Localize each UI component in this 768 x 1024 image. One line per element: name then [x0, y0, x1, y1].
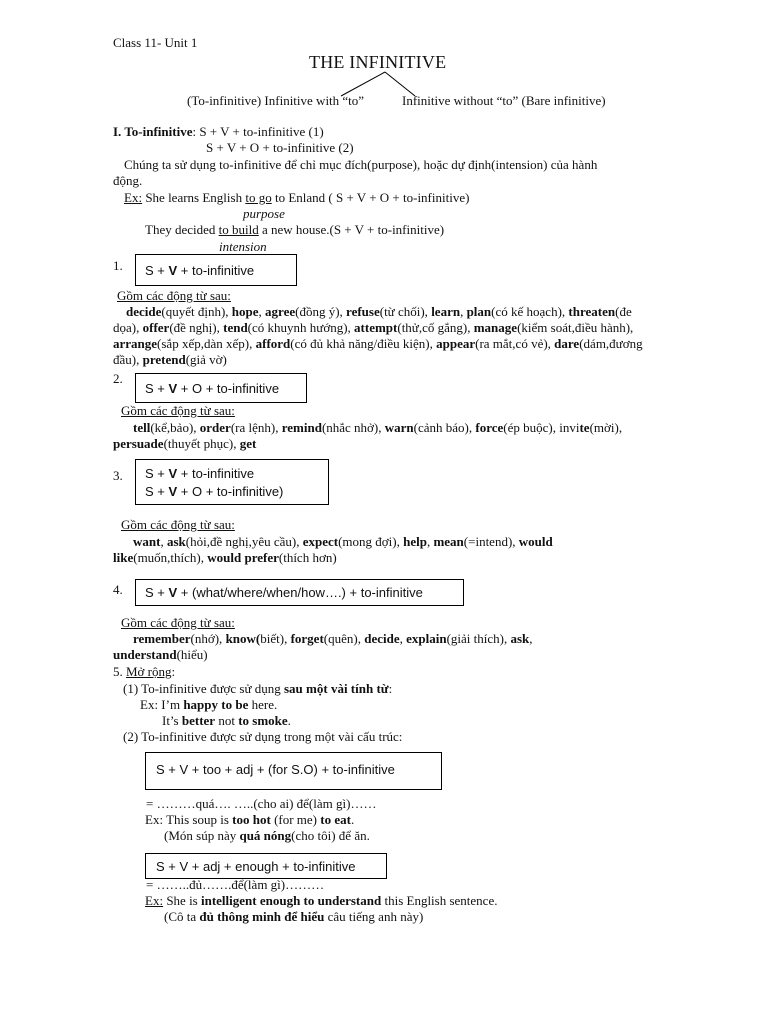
verb-meaning: (có đủ khả năng/điều kiện), [290, 336, 437, 351]
group1-number: 1. [113, 258, 123, 273]
formula-text: + O + to-infinitive [177, 381, 280, 396]
verb-word: learn [431, 304, 461, 319]
point-text: : [388, 681, 393, 696]
too-formula-box [145, 752, 442, 790]
section1-example-2 [145, 222, 444, 238]
example-highlight: happy to be [183, 697, 249, 712]
example-highlight: too hot [232, 812, 271, 827]
formula-verb: V [168, 263, 178, 278]
section5-heading [113, 664, 175, 680]
section5-point2: (2) To-infinitive được sử dụng trong một vài cấu trúc: [123, 729, 403, 744]
group3-formula-2 [145, 483, 283, 500]
subtitle-to-infinitive: (To-infinitive) Infinitive with “to” [187, 93, 365, 108]
verb-meaning: (quên), [323, 631, 365, 646]
formula-text: + to-infinitive [177, 466, 255, 481]
enough-meaning: = ……..đủ…….để(làm gì)……… [146, 877, 325, 892]
verb-word: help [403, 534, 427, 549]
verb-meaning: (mời), [589, 420, 623, 435]
translation-text: (Cô ta [164, 909, 200, 924]
verb-meaning: (hỏi,đề nghị,yêu cầu), [185, 534, 303, 549]
verb-word: tend [223, 320, 248, 335]
group1-verb-list [113, 304, 653, 368]
group3-verbs-heading: Gồm các động từ sau: [121, 517, 235, 532]
group4-formula-box [135, 579, 464, 606]
example-highlight: better [181, 713, 216, 728]
verb-meaning: (sắp xếp,dàn xếp), [157, 336, 256, 351]
verb-word: want [133, 534, 161, 549]
verb-meaning: (giải thích), [446, 631, 511, 646]
verb-word: attempt [354, 320, 398, 335]
verb-word: offer [142, 320, 170, 335]
group1-formula [145, 262, 254, 279]
example-text: Ex: I’m [140, 697, 184, 712]
verb-meaning: (đồng ý), [295, 304, 347, 319]
verb-meaning: (hiểu) [176, 647, 208, 662]
verb-word: plan [466, 304, 492, 319]
example-highlight: to go [245, 190, 272, 205]
verb-word: get [239, 436, 257, 451]
verb-word: threaten [568, 304, 616, 319]
verb-meaning: (có khuynh hướng), [247, 320, 355, 335]
group3-number: 3. [113, 468, 123, 483]
verb-meaning: (ra lệnh), [230, 420, 282, 435]
too-example [145, 812, 354, 828]
verb-word: decide [126, 304, 162, 319]
verb-word: remember [133, 631, 191, 646]
example-text: . [287, 713, 291, 728]
example-highlight: to build [218, 222, 259, 237]
section1-heading: I. To-infinitive [113, 124, 193, 139]
verb-word: expect [302, 534, 339, 549]
example-label: Ex: [124, 190, 143, 205]
verb-word: appear [436, 336, 476, 351]
too-meaning: = ………quá…. …..(cho ai) để(làm gì)…… [146, 796, 377, 811]
enough-example [145, 893, 497, 909]
verb-meaning: (kiểm soát,điều hành), [517, 320, 634, 335]
section1-heading-line [113, 124, 324, 140]
verb-meaning: (=intend), [463, 534, 519, 549]
formula-verb: V [168, 381, 178, 396]
subtitle-bare-infinitive: Infinitive without “to” (Bare infinitive) [402, 93, 606, 108]
verb-word: understand [113, 647, 177, 662]
verb-meaning: (dám,đương đầu), [113, 336, 643, 367]
section5-point1 [123, 681, 392, 697]
formula-text: S + [145, 484, 169, 499]
verb-meaning: (nhớ), [190, 631, 226, 646]
formula-verb: V [168, 484, 178, 499]
verb-meaning: , [426, 534, 434, 549]
formula-text: S + [145, 263, 169, 278]
verb-meaning: (kể,bảo), [150, 420, 200, 435]
section5-colon: : [171, 664, 176, 679]
section5-example-2 [162, 713, 291, 729]
point-text: (1) To-infinitive được sử dụng [123, 681, 284, 696]
verb-word: manage [473, 320, 518, 335]
too-translation [164, 828, 370, 844]
verb-meaning: (thích hơn) [278, 550, 337, 565]
formula-verb: V [168, 466, 178, 481]
purpose-note: purpose [243, 206, 285, 221]
verb-word: warn [384, 420, 414, 435]
verb-word: forget [290, 631, 324, 646]
example-highlight: intelligent enough to understand [200, 893, 382, 908]
verb-word: remind [281, 420, 322, 435]
group4-verb-list [113, 631, 573, 663]
verb-word: would like [113, 534, 553, 565]
verb-meaning: , [399, 631, 407, 646]
group1-verbs-heading: Gồm các động từ sau: [117, 288, 231, 303]
translation-text: câu tiếng anh này) [324, 909, 424, 924]
point-highlight: sau một vài tính từ [284, 681, 389, 696]
verb-word: persuade [113, 436, 164, 451]
translation-text: (cho tôi) để ăn. [291, 828, 370, 843]
translation-text: (Món súp này [164, 828, 240, 843]
verb-meaning: biết), [260, 631, 291, 646]
section1-desc-1: Chúng ta sử dụng to-infinitive để chỉ mục đích(purpose), hoặc dự định(intension) của hành [124, 157, 598, 172]
verb-meaning: (thử,cố gắng), [397, 320, 474, 335]
verb-word: force [475, 420, 504, 435]
verb-word: refuse [346, 304, 380, 319]
page-title: THE INFINITIVE [309, 52, 447, 72]
verb-meaning: (thuyết phục), [163, 436, 240, 451]
title-branch-lines [0, 0, 768, 120]
group2-number: 2. [113, 371, 123, 386]
verb-word: mean [433, 534, 464, 549]
formula-text: + to-infinitive [177, 263, 255, 278]
section1-formula2: S + V + O + to-infinitive (2) [206, 140, 354, 155]
formula-text: S + [145, 381, 169, 396]
verb-meaning: (mong đợi), [338, 534, 404, 549]
formula-text: S + [145, 466, 169, 481]
verb-word: would prefer [207, 550, 279, 565]
verb-meaning: (có kế hoạch), [491, 304, 569, 319]
enough-formula: S + V + adj + enough + to-infinitive [156, 859, 356, 874]
example-text: It’s [162, 713, 182, 728]
verb-meaning: (đề nghị), [169, 320, 224, 335]
section5-example-1 [140, 697, 277, 713]
section5-number: 5. [113, 664, 126, 679]
enough-formula-box [145, 853, 387, 879]
section1-example-1 [124, 190, 469, 206]
example-text: She learns English [142, 190, 246, 205]
verb-meaning: (quyết định), [161, 304, 232, 319]
verb-meaning: (đe dọa), [113, 304, 632, 335]
group2-verb-list [113, 420, 658, 452]
verb-meaning: (nhắc nhở), [321, 420, 385, 435]
group4-formula [145, 584, 423, 601]
formula-verb: V [168, 585, 178, 600]
enough-translation [164, 909, 423, 925]
example-highlight: to eat [320, 812, 351, 827]
section1-desc-2: động. [113, 173, 143, 188]
group1-formula-box [135, 254, 297, 286]
class-label: Class 11- Unit 1 [113, 35, 198, 50]
group3-formula-1 [145, 465, 254, 482]
verb-meaning: (muốn,thích), [133, 550, 208, 565]
verb-meaning: , [460, 304, 467, 319]
example-text: Ex: This soup is [145, 812, 233, 827]
example-text: not [215, 713, 239, 728]
formula-text: S + [145, 585, 169, 600]
verb-meaning: , [258, 304, 266, 319]
verb-meaning: , [529, 631, 533, 646]
section1-formula1: : S + V + to-infinitive (1) [192, 124, 324, 139]
verb-word: te [579, 420, 590, 435]
verb-word: afford [255, 336, 291, 351]
verb-word: pretend [142, 352, 186, 367]
example-text: to Enland ( S + V + O + to-infinitive) [271, 190, 470, 205]
verb-word: tell [133, 420, 151, 435]
formula-text: + O + to-infinitive) [177, 484, 284, 499]
verb-word: ask [510, 631, 530, 646]
example-text: . [350, 812, 355, 827]
section5-title: Mở rộng [126, 664, 172, 679]
verb-word: agree [265, 304, 296, 319]
verb-word: dare [554, 336, 580, 351]
verb-meaning: (ra mắt,có vẻ), [475, 336, 555, 351]
verb-word: ask [166, 534, 186, 549]
example-text: They decided [145, 222, 219, 237]
formula-text: + (what/where/when/how….) + to-infinitive [177, 585, 423, 600]
group2-verbs-heading: Gồm các động từ sau: [121, 403, 235, 418]
example-label: Ex: [145, 893, 164, 908]
verb-meaning: , [160, 534, 167, 549]
verb-word: order [199, 420, 231, 435]
example-text: (for me) [270, 812, 321, 827]
verb-meaning: (cảnh báo), [413, 420, 476, 435]
group2-formula [145, 380, 279, 397]
verb-meaning: (giả vờ) [185, 352, 227, 367]
example-text: She is [163, 893, 201, 908]
group2-formula-box [135, 373, 307, 403]
group3-formula-box [135, 459, 329, 505]
example-text: here. [248, 697, 278, 712]
verb-word: arrange [113, 336, 158, 351]
translation-highlight: đủ thông minh để hiểu [199, 909, 325, 924]
verb-word: decide [364, 631, 400, 646]
group4-verbs-heading: Gồm các động từ sau: [121, 615, 235, 630]
example-text: a new house.(S + V + to-infinitive) [258, 222, 445, 237]
translation-highlight: quá nóng [239, 828, 292, 843]
verb-word: explain [406, 631, 447, 646]
group3-verb-list [113, 534, 593, 566]
example-highlight: to smoke [238, 713, 288, 728]
verb-word: hope [231, 304, 259, 319]
verb-word: know( [225, 631, 261, 646]
too-formula: S + V + too + adj + (for S.O) + to-infinitive [156, 762, 395, 777]
example-text: this English sentence. [381, 893, 498, 908]
verb-meaning: (ép buộc), invi [503, 420, 580, 435]
intension-note: intension [219, 239, 267, 254]
verb-meaning: (từ chối), [379, 304, 432, 319]
group4-number: 4. [113, 582, 123, 597]
